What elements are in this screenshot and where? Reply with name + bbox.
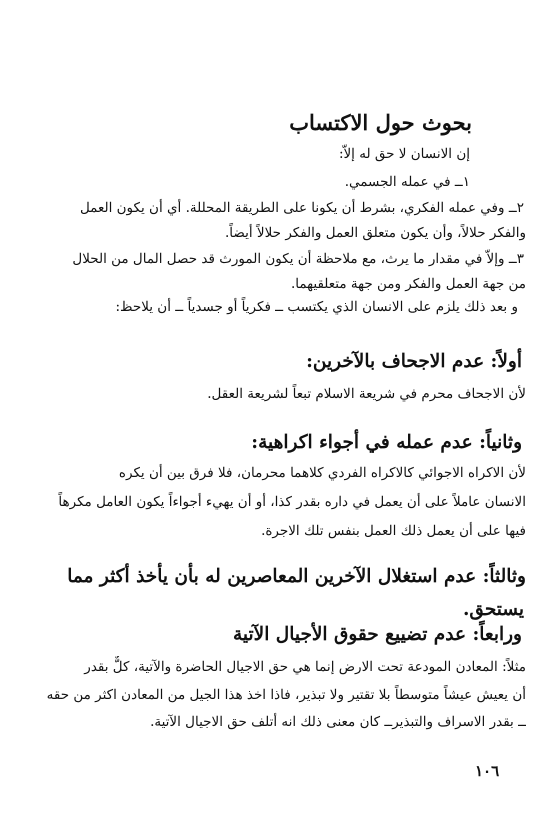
section-4-line-2: أن يعيش عيشاً متوسطاً بلا تقتير ولا تبذير، فاذا اخذ هذا الجيل من المعادن اكثر من حقه [46, 687, 526, 703]
section-2-heading: وثانياً: عدم عمله في أجواء اكراهية: [251, 432, 522, 453]
intro-item-3-line-2: من جهة العمل والفكر ومن جهة متعلقيهما. [290, 276, 526, 292]
intro-item-3-line-1: ٣ــ وإلاّ في مقدار ما يرث، مع ملاحظة أن يكون المورث قد حصل المال من الحلال [72, 251, 524, 267]
section-1-line-1: لأن الاجحاف محرم في شريعة الاسلام تبعاً لشريعة العقل. [207, 386, 526, 402]
intro-conclusion: و بعد ذلك يلزم على الانسان الذي يكتسب ــ فكرياً أو جسدياً ــ أن يلاحظ: [115, 299, 518, 315]
section-2-line-3: فيها على أن يعمل ذلك العمل بنفس تلك الاجرة. [261, 523, 526, 539]
section-4-line-1: مثلاً: المعادن المودعة تحت الارض إنما هي حق الاجيال الحاضرة والآتية، كلٌّ بقدر [84, 659, 526, 675]
page-title: بحوث حول الاكتساب [289, 110, 472, 135]
section-2-line-1: لأن الاكراه الاجوائي كالاكراه الفردي كلاهما محرمان، فلا فرق بين أن يكره [118, 465, 526, 481]
intro-item-2-line-2: والفكر حلالاً، وأن يكون متعلق العمل والفكر حلالاً أيضاً. [225, 225, 526, 241]
section-4-heading: ورابعاً: عدم تضييع حقوق الأجيال الآتية [233, 624, 522, 645]
section-1-heading: أولاً: عدم الاجحاف بالآخرين: [306, 351, 522, 372]
page-number: ١٠٦ [475, 762, 500, 780]
intro-item-2-line-1: ٢ــ وفي عمله الفكري، بشرط أن يكونا على الطريقة المحللة. أي أن يكون العمل [79, 200, 524, 216]
section-3-heading-line-1: وثالثاً: عدم استغلال الآخرين المعاصرين له بأن يأخذ أكثر مما [67, 566, 526, 587]
section-3-heading-line-2: يستحق. [462, 599, 524, 620]
section-4-line-3: ــ بقدر الاسراف والتبذيرــ كان معنى ذلك انه أتلف حق الاجيال الآتية. [150, 714, 526, 730]
intro-item-1: ١ــ في عمله الجسمي. [344, 174, 470, 190]
section-2-line-2: الانسان عاملاً على أن يعمل في داره بقدر كذا، أو أن يهيء أجواءاً يكون العامل مكرهاً [58, 494, 526, 510]
intro-lead: إن الانسان لا حق له إلاّ: [338, 146, 470, 162]
